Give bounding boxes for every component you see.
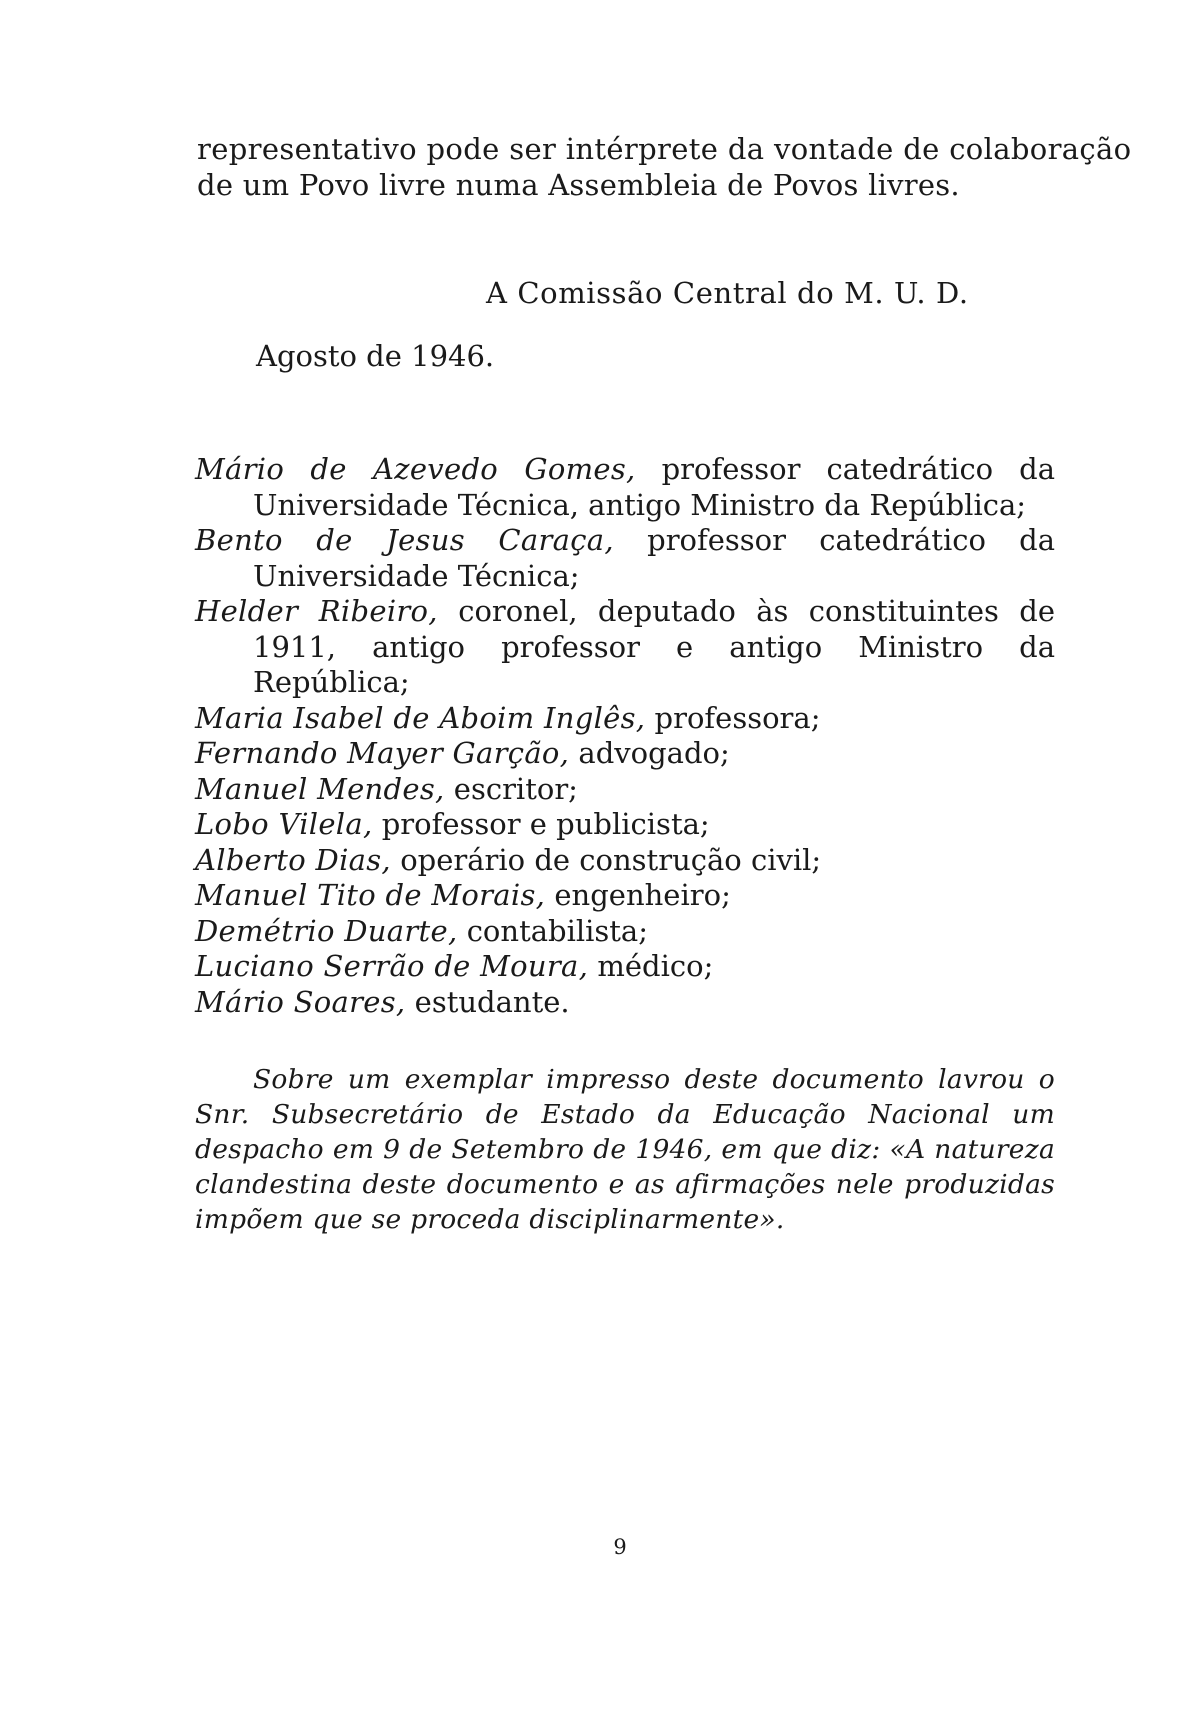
signatory-item	[195, 736, 1055, 772]
signatory-name: Demétrio Duarte,	[195, 913, 458, 948]
signatory-description: professora;	[654, 700, 821, 735]
signatory-name: Manuel Mendes,	[195, 771, 445, 806]
signature-line: A Comissão Central do M. U. D.	[486, 276, 969, 310]
closing-note: Sobre um exemplar impresso deste documento lavrou o Snr. Subsecretário de Estado da Educação Nacional um despacho em 9 de Setembro de 1946, em que diz: «A natureza clandestina deste documento e as afirmações nele produzidas impõem que se proceda disciplinarmente».	[195, 1064, 1055, 1235]
signatory-name: Manuel Tito de Morais,	[195, 878, 546, 912]
signatory-description: professor catedrático da Universidade Técnica;	[253, 523, 1055, 593]
signatory-item	[195, 843, 1055, 879]
signatory-description: professor e publicista;	[381, 807, 710, 841]
signatory-name: Alberto Dias,	[195, 842, 391, 877]
signatory-item	[195, 772, 1055, 808]
signatory-name: Mário Soares,	[195, 984, 406, 1019]
signatory-item	[195, 452, 1055, 523]
signatory-name: Bento de Jesus Caraça,	[195, 523, 614, 557]
signatory-name: Helder Ribeiro,	[195, 594, 438, 628]
signatory-item	[195, 594, 1055, 701]
signatory-description: engenheiro;	[554, 878, 731, 912]
signatory-item	[195, 523, 1055, 594]
signatory-name: Luciano Serrão de Moura,	[195, 949, 589, 983]
signatory-name: Maria Isabel de Aboim Inglês,	[195, 700, 646, 735]
intro-line-2: de um Povo livre numa Assembleia de Povos livres.	[197, 168, 960, 202]
signatory-description: advogado;	[578, 736, 730, 770]
signatory-description: professor catedrático da Universidade Técnica, antigo Ministro da República;	[253, 452, 1056, 522]
signatory-description: contabilista;	[466, 913, 648, 948]
signatory-name: Fernando Mayer Garção,	[195, 736, 570, 770]
signatory-item	[195, 914, 1055, 950]
page-number: 9	[613, 1535, 627, 1559]
intro-line-1: representativo pode ser intérprete da vontade de colaboração	[197, 132, 1132, 166]
signatory-description: coronel, deputado às constituintes de 1911, antigo professor e antigo Ministro da República;	[253, 594, 1056, 699]
signatories-list	[195, 452, 1055, 1020]
signatory-item	[195, 878, 1055, 914]
signatory-description: escritor;	[453, 771, 578, 806]
signatory-description: médico;	[597, 949, 714, 983]
signatory-name: Lobo Vilela,	[195, 807, 373, 841]
signatory-name: Mário de Azevedo Gomes,	[195, 452, 636, 486]
signatory-description: operário de construção civil;	[400, 842, 822, 877]
date-line: Agosto de 1946.	[256, 339, 495, 373]
signatory-item	[195, 985, 1055, 1021]
signatory-item	[195, 807, 1055, 843]
signatory-item	[195, 949, 1055, 985]
signatory-item	[195, 701, 1055, 737]
signatory-description: estudante.	[414, 984, 570, 1019]
